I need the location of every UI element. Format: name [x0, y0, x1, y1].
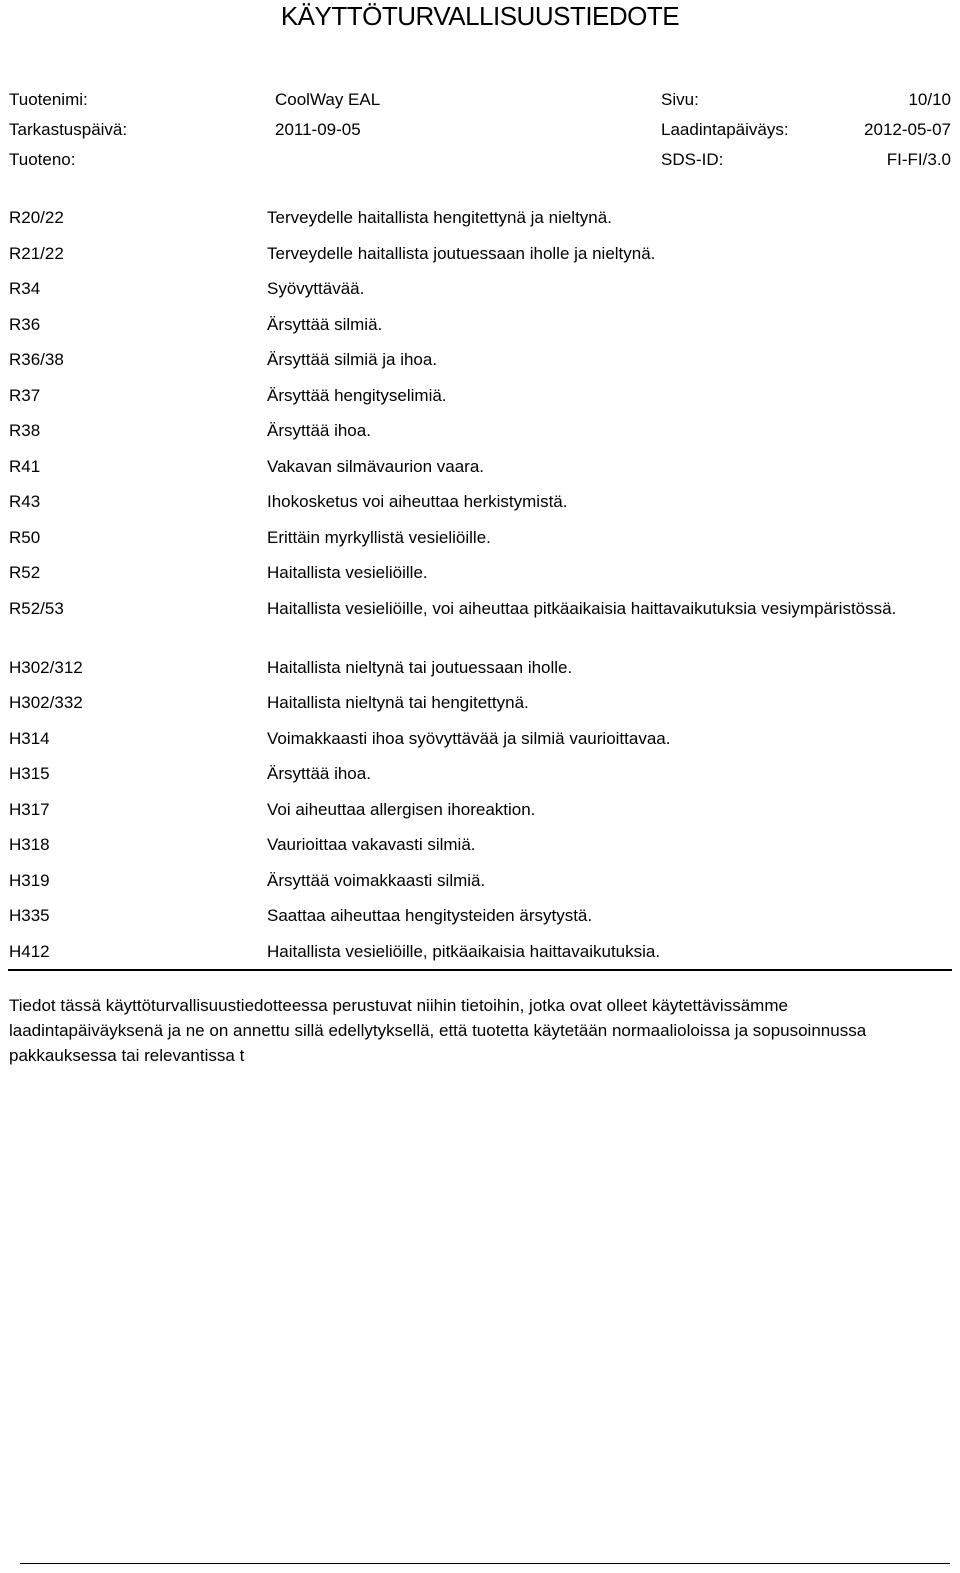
list-item: [9, 384, 951, 420]
section-divider: [8, 969, 952, 971]
phrase-code: R52/53: [9, 598, 64, 618]
list-item: [9, 526, 951, 562]
phrase-text: Saattaa aiheuttaa hengitysteiden ärsytystä.: [267, 906, 593, 925]
list-item: [9, 727, 951, 763]
phrase-code: H314: [9, 728, 50, 748]
phrase-text: Ärsyttää voimakkaasti silmiä.: [267, 870, 486, 890]
disclaimer-paragraph: Tiedot tässä käyttöturvallisuustiedotteessa perustuvat niihin tietoihin, jotka ovat olleet käytettävissämme laadintapäiväyksenä ja ne on annettu sillä edellytyksellä, että tuotetta käytetään normaalioloissa ja sopusoinnussa pakkauksessa tai relevantissa t: [9, 996, 867, 1065]
phrase-text: Haitallista vesieliöille, voi aiheuttaa pitkäaikaisia haittavaikutuksia vesiympäristössä.: [267, 598, 897, 618]
issue-date-label: Laadintapäiväys:: [661, 120, 789, 139]
list-item: [9, 597, 951, 656]
phrase-text: Haitallista vesieliöille.: [267, 563, 428, 582]
sds-id-label: SDS-ID:: [661, 150, 724, 169]
phrase-text: Vakavan silmävaurion vaara.: [267, 456, 485, 476]
phrase-text: Erittäin myrkyllistä vesieliöille.: [267, 527, 491, 547]
phrase-code: R36/38: [9, 350, 64, 369]
issue-date-value: 2012-05-07: [864, 120, 951, 139]
document-header: [9, 89, 951, 179]
phrase-code: H315: [9, 764, 50, 783]
phrase-code: H412: [9, 941, 50, 961]
phrase-code: H335: [9, 906, 50, 925]
phrase-code: R38: [9, 421, 41, 440]
page-label: Sivu:: [661, 90, 699, 109]
phrase-code: R50: [9, 527, 41, 547]
phrase-code: H317: [9, 799, 50, 819]
list-item: [9, 798, 951, 834]
product-name-value: CoolWay EAL: [275, 90, 381, 109]
phrase-text: Voi aiheuttaa allergisen ihoreaktion.: [267, 799, 536, 819]
phrase-text: Haitallista nieltynä tai joutuessaan iholle.: [267, 657, 573, 677]
phrase-text: Ärsyttää ihoa.: [267, 421, 371, 440]
phrase-code: R52: [9, 563, 41, 582]
phrase-text: Ihokosketus voi aiheuttaa herkistymistä.: [267, 492, 568, 511]
list-item: [9, 656, 951, 692]
header-row-ids: [9, 149, 951, 179]
page-bottom-divider: [20, 1563, 950, 1564]
phrase-text: Terveydelle haitallista hengitettynä ja nieltynä.: [267, 208, 612, 227]
product-number-label: Tuoteno:: [9, 150, 76, 169]
phrase-code: H302/312: [9, 657, 83, 677]
document-title: KÄYTTÖTURVALLISUUSTIEDOTE: [280, 1, 680, 31]
phrase-code: R20/22: [9, 208, 64, 227]
revision-date-value: 2011-09-05: [275, 120, 361, 139]
phrase-code: H318: [9, 835, 50, 854]
list-item: [9, 242, 951, 278]
phrase-code: R37: [9, 385, 41, 405]
list-item: [9, 490, 951, 526]
phrase-code: R21/22: [9, 243, 64, 263]
list-item: [9, 904, 951, 940]
phrase-text: Ärsyttää silmiä.: [267, 314, 383, 334]
hazard-phrase-list: [9, 206, 951, 975]
phrase-text: Terveydelle haitallista joutuessaan iholle ja nieltynä.: [267, 243, 656, 263]
phrase-code: H319: [9, 870, 50, 890]
phrase-code: H302/332: [9, 693, 83, 712]
list-item: [9, 348, 951, 384]
list-item: [9, 762, 951, 798]
phrase-code: R34: [9, 279, 41, 298]
phrase-text: Ärsyttää ihoa.: [267, 764, 371, 783]
list-item: [9, 313, 951, 349]
phrase-text: Syövyttävää.: [267, 279, 365, 298]
list-item: [9, 691, 951, 727]
phrase-code: R41: [9, 456, 41, 476]
phrase-text: Vaurioittaa vakavasti silmiä.: [267, 835, 476, 854]
list-item: [9, 869, 951, 905]
list-item: [9, 455, 951, 491]
sds-id-value: FI-FI/3.0: [886, 150, 951, 169]
header-row-product: [9, 89, 951, 119]
header-row-dates: [9, 119, 951, 149]
revision-date-label: Tarkastuspäivä:: [9, 120, 128, 139]
product-name-label: Tuotenimi:: [9, 90, 88, 109]
phrase-text: Haitallista vesieliöille, pitkäaikaisia haittavaikutuksia.: [267, 941, 661, 961]
list-item: [9, 419, 951, 455]
phrase-text: Ärsyttää hengityselimiä.: [267, 385, 447, 405]
phrase-text: Haitallista nieltynä tai hengitettynä.: [267, 693, 529, 712]
list-item: [9, 561, 951, 597]
phrase-text: Voimakkaasti ihoa syövyttävää ja silmiä vaurioittavaa.: [267, 728, 671, 748]
page-value: 10/10: [908, 90, 951, 109]
phrase-code: R36: [9, 314, 41, 334]
list-item: [9, 833, 951, 869]
phrase-text: Ärsyttää silmiä ja ihoa.: [267, 350, 438, 369]
phrase-code: R43: [9, 492, 41, 511]
list-item: [9, 277, 951, 313]
list-item: [9, 206, 951, 242]
